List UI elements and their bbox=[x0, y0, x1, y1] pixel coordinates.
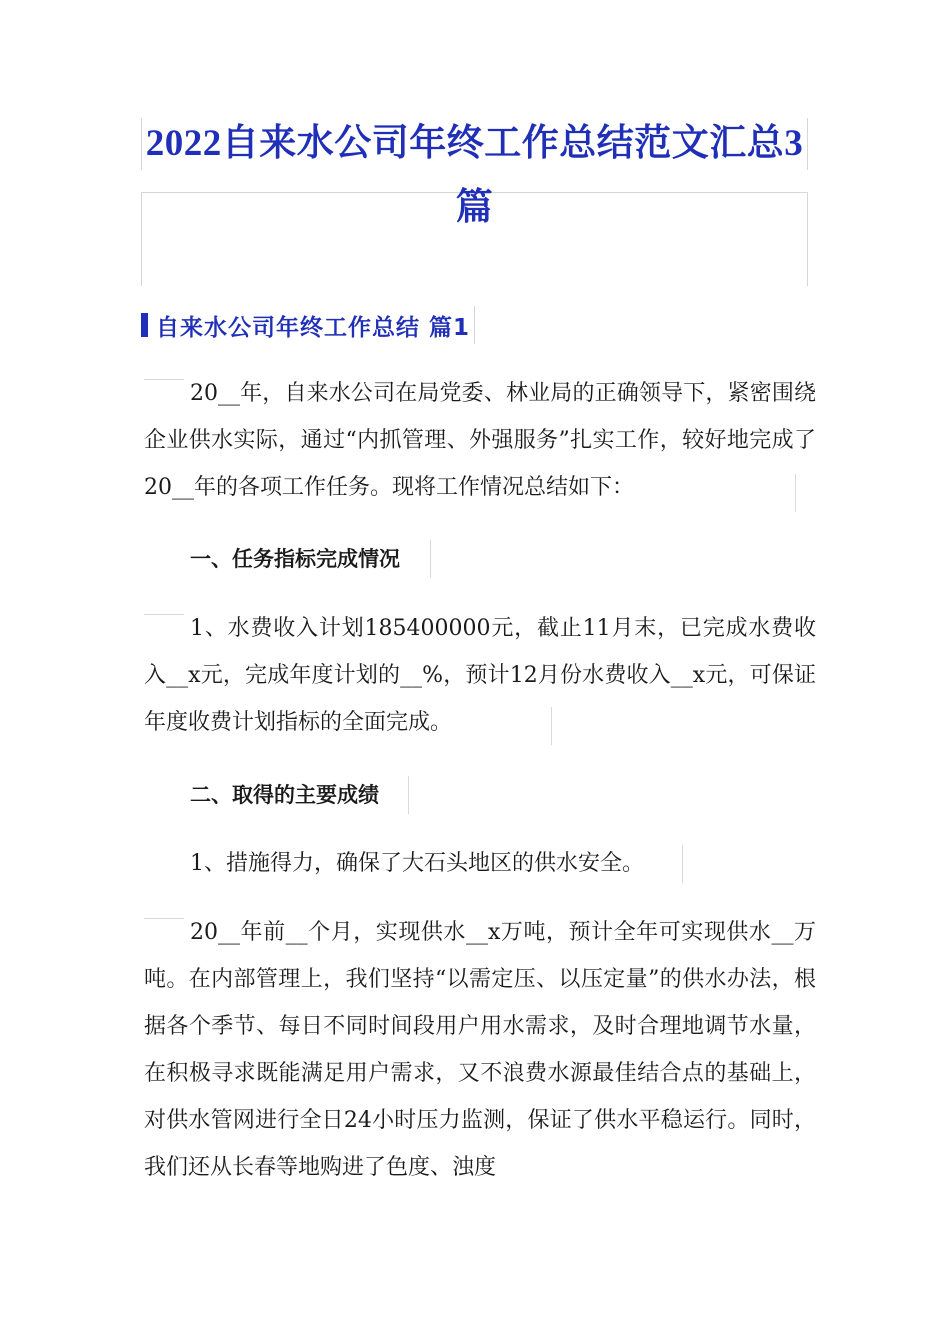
frame-line bbox=[408, 776, 409, 814]
section-heading-text: 自来水公司年终工作总结 篇1 bbox=[156, 314, 471, 341]
section-heading bbox=[141, 306, 475, 344]
subheading-achievements: 二、取得的主要成绩 bbox=[190, 783, 379, 807]
paragraph-revenue bbox=[144, 605, 816, 746]
paragraph-intro bbox=[144, 370, 816, 511]
paragraph-measures bbox=[144, 840, 816, 887]
document-title: 2022自来水公司年终工作总结范文汇总3篇 bbox=[145, 123, 804, 228]
frame-line bbox=[474, 306, 475, 344]
frame-line bbox=[682, 845, 683, 883]
frame-line bbox=[551, 707, 552, 745]
frame-line bbox=[430, 540, 431, 578]
subheading-task-indicators: 一、任务指标完成情况 bbox=[190, 547, 400, 571]
heading-marker bbox=[141, 313, 148, 337]
paragraph-measures-text: 1、措施得力，确保了大石头地区的供水安全。 bbox=[190, 851, 644, 876]
paragraph-intro-text: 20__年，自来水公司在局党委、林业局的正确领导下，紧密围绕企业供水实际，通过“内抓管理、外强服务”扎实工作，较好地完成了20__年的各项工作任务。现将工作情况总结如下： bbox=[144, 381, 816, 500]
paragraph-supply-text: 20__年前__个月，实现供水__x万吨，预计全年可实现供水__万吨。在内部管理上，我们坚持“以需定压、以压定量”的供水办法，根据各个季节、每日不同时间段用户用水需求，及时合理地调节水量，在积极寻求既能满足用户需求，又不浪费水源最佳结合点的基础上，对供水管网进行全日24小时压力监测，保证了供水平稳运行。同时，我们还从长春等地购进了色度、浊度 bbox=[144, 920, 816, 1180]
frame-line bbox=[795, 474, 796, 512]
paragraph-supply bbox=[144, 909, 816, 1191]
paragraph-revenue-text: 1、水费收入计划185400000元，截止11月末，已完成水费收入__x元，完成年度计划的__%，预计12月份水费收入__x元，可保证年度收费计划指标的全面完成。 bbox=[144, 616, 816, 735]
